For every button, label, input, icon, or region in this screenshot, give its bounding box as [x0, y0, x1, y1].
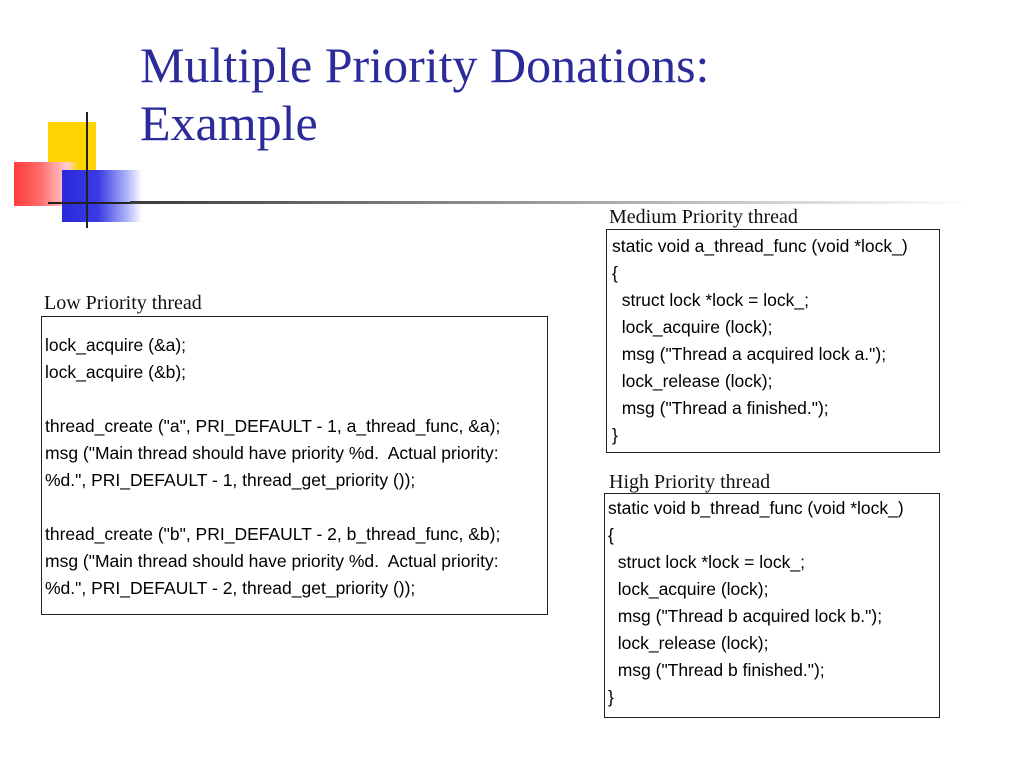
code-line: msg ("Thread b acquired lock b."); — [608, 606, 883, 626]
medium-priority-caption: Medium Priority thread — [609, 206, 798, 228]
code-line: lock_release (lock); — [608, 633, 769, 653]
code-line: lock_acquire (lock); — [608, 579, 769, 599]
title-underline — [130, 201, 970, 204]
code-line: { — [608, 525, 614, 545]
logo-blue-square — [62, 170, 142, 222]
code-line: lock_acquire (&a); — [45, 335, 187, 355]
code-line: %d.", PRI_DEFAULT - 2, thread_get_priority ()); — [45, 578, 416, 598]
title-line-2: Example — [140, 95, 318, 151]
code-line: msg ("Main thread should have priority %d. Actual priority: — [45, 443, 499, 463]
logo-horizontal-line — [48, 202, 143, 204]
code-line: } — [612, 425, 618, 445]
code-line: thread_create ("b", PRI_DEFAULT - 2, b_thread_func, &b); — [45, 524, 501, 544]
slide-title — [140, 36, 980, 152]
low-priority-code-box — [41, 316, 548, 615]
code-line: struct lock *lock = lock_; — [612, 290, 809, 310]
code-line: struct lock *lock = lock_; — [608, 552, 805, 572]
title-line-1: Multiple Priority Donations: — [140, 37, 710, 93]
code-line — [45, 494, 547, 521]
medium-priority-code-box — [606, 229, 940, 453]
code-line: } — [608, 687, 614, 707]
code-line: msg ("Thread a finished."); — [612, 398, 829, 418]
code-line: static void a_thread_func (void *lock_) — [612, 236, 908, 256]
code-line: lock_release (lock); — [612, 371, 773, 391]
code-line: msg ("Thread b finished."); — [608, 660, 825, 680]
code-line: msg ("Thread a acquired lock a."); — [612, 344, 887, 364]
code-line: static void b_thread_func (void *lock_) — [608, 498, 904, 518]
code-line: %d.", PRI_DEFAULT - 1, thread_get_priority ()); — [45, 470, 416, 490]
code-line: { — [612, 263, 618, 283]
decorative-logo — [0, 100, 150, 230]
low-priority-caption: Low Priority thread — [44, 292, 202, 314]
high-priority-code-box — [604, 493, 940, 718]
code-line — [45, 386, 547, 413]
code-line: thread_create ("a", PRI_DEFAULT - 1, a_thread_func, &a); — [45, 416, 501, 436]
code-line: msg ("Main thread should have priority %d. Actual priority: — [45, 551, 499, 571]
code-line: lock_acquire (&b); — [45, 362, 187, 382]
high-priority-caption: High Priority thread — [609, 471, 771, 493]
code-line: lock_acquire (lock); — [612, 317, 773, 337]
logo-vertical-line — [86, 112, 88, 228]
